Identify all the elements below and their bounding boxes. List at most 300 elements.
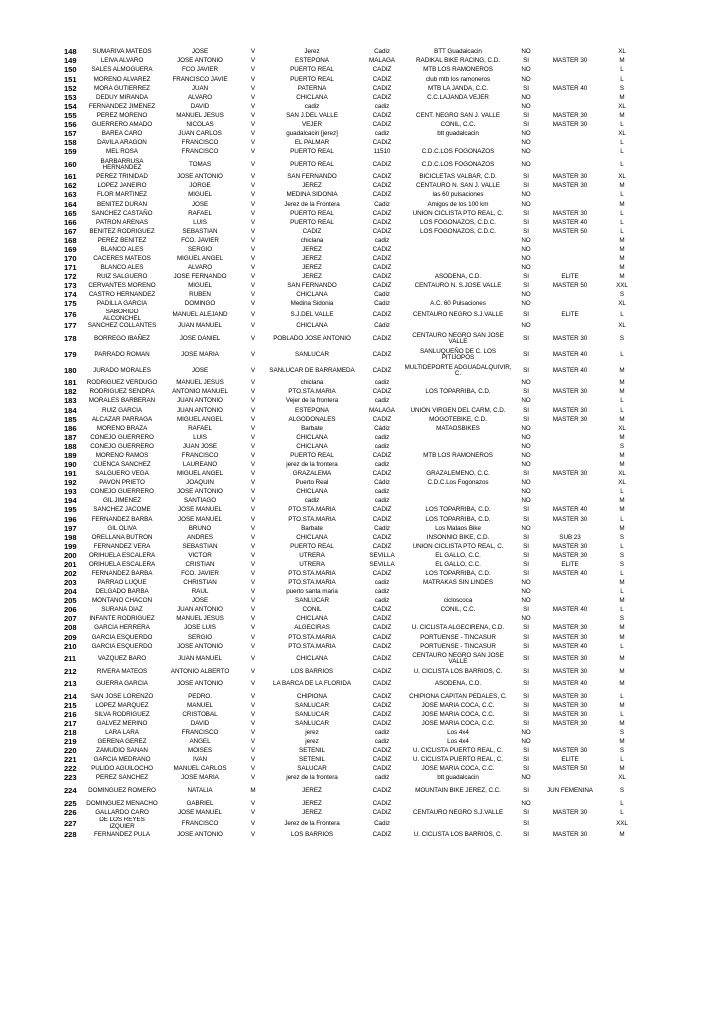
licensed-cell: SI — [523, 182, 529, 190]
town-cell: ESTEPONA — [295, 406, 329, 414]
category-cell — [540, 579, 600, 588]
size-cell: L — [620, 66, 624, 74]
table-row — [62, 515, 644, 524]
size-cell: S — [619, 729, 625, 737]
surname-cell: CONEJO GUERRERO — [90, 488, 154, 496]
gender-cell: V — [250, 551, 256, 559]
province-cell: CADIZ — [372, 254, 392, 262]
table-row — [62, 148, 644, 157]
town-cell: SETENIL — [299, 747, 325, 755]
category-cell: MASTER 30 — [552, 747, 588, 755]
gender-cell: V — [250, 819, 256, 827]
category-cell — [540, 443, 600, 452]
province-cell: CADIZ — [372, 75, 392, 83]
bib-number-cell: 150 — [64, 66, 77, 75]
town-cell: UTRERA — [299, 560, 325, 568]
licensed-cell: SI — [523, 218, 529, 226]
province-cell: CADIZ — [372, 506, 392, 514]
surname-cell: PATRON ARENAS — [96, 218, 148, 226]
bib-number-cell: 196 — [64, 515, 77, 524]
club-cell: LOS TOPARRIBA, C.D. — [425, 569, 491, 577]
club-cell: CONIL, C.C. — [440, 606, 476, 614]
bib-number-cell: 189 — [64, 451, 77, 460]
table-row — [62, 579, 644, 588]
first-name-cell: SERGIO — [187, 245, 213, 253]
club-cell — [404, 433, 512, 442]
category-cell — [540, 300, 600, 309]
province-cell: cadiz — [374, 433, 390, 441]
table-row — [62, 692, 644, 701]
size-cell: L — [620, 350, 624, 358]
category-cell — [540, 597, 600, 606]
licensed-cell: NO — [521, 479, 531, 487]
licensed-cell: NO — [521, 379, 531, 387]
licensed-cell: SI — [523, 57, 529, 65]
gender-cell: V — [250, 719, 256, 727]
table-row — [62, 642, 644, 651]
town-cell: SANLUCAR — [295, 701, 329, 709]
surname-cell: GARCIA ESQUERDO — [91, 642, 153, 650]
surname-cell: MORA GUTIERREZ — [94, 84, 150, 92]
licensed-cell: NO — [521, 254, 531, 262]
gender-cell: V — [250, 245, 256, 253]
town-cell: Medina Sidonia — [290, 300, 334, 308]
size-cell: M — [619, 273, 625, 281]
province-cell: cadiz — [374, 488, 390, 496]
club-cell — [404, 397, 512, 406]
province-cell: Cádiz — [374, 424, 390, 432]
size-cell: L — [620, 808, 624, 816]
size-cell: M — [619, 388, 625, 396]
size-cell: M — [619, 245, 625, 253]
province-cell: CADIZ — [372, 120, 392, 128]
licensed-cell: NO — [521, 48, 531, 56]
bib-number-cell: 154 — [64, 102, 77, 111]
bib-number-cell: 174 — [64, 290, 77, 300]
table-row — [62, 282, 644, 291]
gender-cell: V — [250, 738, 256, 746]
licensed-cell: SI — [523, 560, 529, 568]
gender-cell: V — [250, 451, 256, 459]
club-cell: MOGOTEBIKE, C.D. — [429, 415, 487, 423]
town-cell: JEREZ — [302, 245, 322, 253]
size-cell: M — [619, 633, 625, 641]
table-row — [62, 651, 644, 667]
table-row — [62, 246, 644, 255]
category-cell — [540, 200, 600, 209]
size-cell: XL — [618, 173, 626, 181]
province-cell: CADIZ — [372, 273, 392, 281]
category-cell: MASTER 40 — [552, 218, 588, 226]
surname-cell: RUIZ GARCIA — [101, 406, 143, 414]
gender-cell: V — [250, 747, 256, 755]
club-cell — [404, 246, 512, 255]
gender-cell: V — [250, 209, 256, 217]
size-cell: L — [620, 120, 624, 128]
gender-cell: M — [250, 787, 256, 794]
size-cell: L — [620, 191, 624, 199]
size-cell: L — [620, 515, 624, 523]
first-name-cell: JOSE — [191, 200, 209, 208]
gender-cell: V — [250, 93, 256, 101]
bib-number-cell: 187 — [64, 433, 77, 442]
category-cell: MASTER 30 — [552, 633, 588, 641]
table-row — [62, 102, 644, 111]
province-cell: 11510 — [373, 148, 391, 156]
town-cell: LA BARCA DE LA FLORIDA — [273, 680, 351, 688]
town-cell: SAN FERNANDO — [287, 173, 337, 181]
gender-cell: V — [250, 350, 256, 358]
surname-cell: GERENA GEREZ — [97, 738, 147, 746]
licensed-cell: SI — [523, 533, 529, 541]
licensed-cell: SI — [523, 120, 529, 128]
club-cell: U. CICLISTA PUERTO REAL, C. — [413, 747, 503, 755]
first-name-cell: SEBASTIAN — [182, 542, 218, 550]
surname-cell: SILVA RODRIGUEZ — [94, 710, 150, 718]
size-cell: L — [620, 588, 624, 596]
surname-cell: LARA LARA — [105, 729, 139, 737]
bib-number-cell: 178 — [64, 333, 77, 343]
licensed-cell: SI — [523, 515, 529, 523]
size-cell: M — [619, 680, 625, 688]
club-cell: INSONNIO BIKE, C.D. — [426, 533, 490, 541]
province-cell: CADIZ — [372, 515, 392, 523]
town-cell: PUERTO REAL — [290, 160, 334, 168]
licensed-cell: NO — [521, 597, 531, 605]
club-cell: U. CICLISTA PUERTO REAL, C. — [413, 756, 503, 764]
bib-number-cell: 157 — [64, 129, 77, 139]
club-cell: MTB LA JANDA, C.C. — [428, 84, 488, 92]
town-cell: JEREZ — [302, 182, 322, 190]
club-cell: LOS TOPARRIBA, C.D. — [425, 515, 491, 523]
club-cell: CENT. NEGRO SAN J. VALLE — [415, 111, 501, 119]
first-name-cell: DAVID — [190, 719, 210, 727]
bib-number-cell: 200 — [64, 551, 77, 560]
bib-number-cell: 175 — [64, 300, 77, 309]
bib-number-cell: 149 — [64, 57, 77, 66]
first-name-cell: JORGE — [189, 182, 211, 190]
category-cell: ELITE — [561, 560, 579, 568]
province-cell: CADIZ — [372, 710, 392, 718]
surname-cell: ZAMUDIO SANAN — [96, 747, 148, 755]
surname-cell: PAVON PRIETO — [99, 479, 145, 487]
bib-number-cell: 191 — [64, 469, 77, 479]
surname-cell: PARRADO ROMAN — [94, 350, 150, 358]
bib-number-cell: 184 — [64, 406, 77, 415]
bib-number-cell: 186 — [64, 424, 77, 433]
gender-cell: V — [250, 322, 256, 330]
licensed-cell: SI — [523, 667, 529, 675]
club-cell: BTT Guadalcacin — [434, 48, 482, 56]
first-name-cell: JOSE MANUEL — [178, 506, 222, 514]
table-row — [62, 397, 644, 406]
category-cell: MASTER 40 — [552, 350, 588, 358]
gender-cell: V — [250, 182, 256, 190]
surname-cell: PEREZ TRINIDAD — [96, 173, 148, 181]
category-cell — [540, 799, 600, 808]
category-cell: MASTER 30 — [552, 182, 588, 190]
size-cell: L — [620, 710, 624, 718]
surname-cell: CASTRO HERNANDEZ — [88, 291, 156, 299]
club-cell: PORTUENSE - TINCASUR — [420, 633, 496, 641]
category-cell: MASTER 30 — [552, 719, 588, 727]
surname-cell: GALLARDO CARO — [95, 808, 149, 816]
first-name-cell: MANUEL CARLOS — [173, 765, 227, 773]
category-cell — [540, 130, 600, 139]
first-name-cell: NATALIA — [187, 787, 213, 794]
bib-number-cell: 197 — [64, 524, 77, 533]
town-cell: ESTEPONA — [295, 57, 329, 65]
town-cell: CHICLANA — [296, 322, 328, 330]
town-cell: LOS BARRIOS — [290, 830, 334, 838]
licensed-cell: SI — [523, 282, 529, 290]
first-name-cell: RAUL — [191, 588, 209, 596]
licensed-cell: NO — [521, 497, 531, 505]
gender-cell: V — [250, 655, 256, 663]
size-cell: XL — [618, 424, 626, 432]
table-row — [62, 633, 644, 642]
first-name-cell: FRANCISCO JAVIE — [172, 75, 228, 83]
club-cell: btt guadalcacin — [437, 774, 479, 782]
category-cell — [540, 615, 600, 624]
gender-cell: V — [250, 710, 256, 718]
club-cell — [404, 255, 512, 264]
club-cell — [404, 497, 512, 506]
category-cell: MASTER 30 — [552, 57, 588, 65]
club-cell — [404, 139, 512, 148]
licensed-cell: SI — [523, 747, 529, 755]
table-row — [62, 702, 644, 711]
first-name-cell: MANUEL JESUS — [176, 379, 224, 387]
surname-cell: BLANCO ALES — [100, 264, 144, 272]
province-cell: CADIZ — [372, 606, 392, 614]
first-name-cell: FCO. JAVIER — [181, 236, 219, 244]
licensed-cell: SI — [523, 84, 529, 92]
category-cell: MASTER 30 — [552, 624, 588, 632]
licensed-cell: SI — [523, 227, 529, 235]
first-name-cell: SANTIAGO — [183, 497, 217, 505]
surname-cell: BORREGO IBAÑEZ — [94, 334, 150, 342]
province-cell: CADIZ — [372, 542, 392, 550]
province-cell: cadiz — [374, 236, 390, 244]
licensed-cell: SI — [523, 765, 529, 773]
club-cell: MOUNTAIN BIKE JEREZ, C.C. — [415, 787, 501, 794]
category-cell: MASTER 30 — [552, 415, 588, 423]
size-cell: S — [619, 84, 625, 92]
table-row — [62, 830, 644, 839]
category-cell — [540, 66, 600, 75]
province-cell: CADIZ — [372, 415, 392, 423]
licensed-cell: SI — [523, 830, 529, 838]
province-cell: Cadiz — [374, 300, 390, 308]
club-cell: EL GALLO, C.C. — [435, 560, 481, 568]
category-cell: SUB 23 — [559, 533, 581, 541]
club-cell — [404, 102, 512, 111]
province-cell: CADIZ — [372, 66, 392, 74]
table-row — [62, 542, 644, 551]
bib-number-cell: 181 — [64, 379, 77, 388]
licensed-cell: NO — [521, 93, 531, 101]
licensed-cell: NO — [521, 774, 531, 782]
category-cell — [540, 774, 600, 783]
size-cell: M — [619, 524, 625, 532]
province-cell: Cadiz — [374, 200, 390, 208]
licensed-cell: SI — [523, 680, 529, 688]
category-cell: MASTER 40 — [552, 84, 588, 92]
club-cell: MATRAKAS SIN LINDES — [423, 579, 493, 587]
town-cell: jerez — [305, 729, 319, 737]
size-cell: M — [619, 111, 625, 119]
table-body — [62, 48, 644, 839]
size-cell: S — [619, 747, 625, 755]
club-cell: C.D.C.LOS FOGONAZOS — [421, 148, 495, 156]
town-cell: SANLUCAR — [295, 719, 329, 727]
licensed-cell: SI — [523, 273, 529, 281]
surname-cell: SALES ALMOGUERA — [91, 66, 153, 74]
first-name-cell: RAFAEL — [188, 209, 212, 217]
club-cell: GRAZALEMEÑO, C.C. — [426, 470, 490, 478]
surname-cell: CONEJO GUERRERO — [90, 433, 154, 441]
size-cell: L — [620, 311, 624, 319]
bib-number-cell: 216 — [64, 710, 77, 719]
town-cell: guadalcacin [jerez] — [286, 130, 338, 138]
gender-cell: V — [250, 291, 256, 299]
town-cell: jerez — [305, 738, 319, 746]
province-cell: cadiz — [374, 102, 390, 110]
licensed-cell: NO — [521, 738, 531, 746]
gender-cell: V — [250, 506, 256, 514]
club-cell — [404, 488, 512, 497]
category-cell: MASTER 30 — [552, 406, 588, 414]
province-cell: CADIZ — [372, 218, 392, 226]
category-cell: ELITE — [561, 311, 579, 319]
table-row — [62, 200, 644, 209]
licensed-cell: NO — [521, 291, 531, 299]
surname-cell: CUENCA SANCHEZ — [93, 461, 151, 469]
club-cell: C.D.C.LOS FOGONAZOS — [421, 160, 495, 168]
gender-cell: V — [250, 334, 256, 342]
province-cell: Cadiz — [374, 524, 390, 532]
gender-cell: V — [250, 160, 256, 168]
bib-number-cell: 163 — [64, 191, 77, 200]
surname-cell: DEDUY MIRANDA — [95, 93, 149, 101]
table-row — [62, 264, 644, 273]
town-cell: GRAZALEMA — [292, 470, 332, 478]
category-cell: MASTER 40 — [552, 642, 588, 650]
surname-cell: SAN JOSE LORENZO — [90, 692, 154, 700]
surname-cell: RUIZ SALGUERO — [96, 273, 148, 281]
licensed-cell: SI — [523, 787, 529, 794]
category-cell — [540, 255, 600, 264]
size-cell: S — [619, 291, 625, 299]
table-row — [62, 470, 644, 479]
licensed-cell: SI — [523, 209, 529, 217]
category-cell: MASTER 30 — [552, 692, 588, 700]
club-cell: Amigos de los 100 km — [427, 200, 489, 208]
first-name-cell: JUAN ANTONIO — [177, 397, 223, 405]
category-cell — [540, 588, 600, 597]
town-cell: Puerto Real — [295, 479, 329, 487]
size-cell: L — [620, 139, 624, 147]
licensed-cell: SI — [523, 173, 529, 181]
size-cell: L — [620, 218, 624, 226]
category-cell — [540, 322, 600, 331]
club-cell: CENTAURO NEGRO S.J.VALLE — [412, 311, 504, 319]
bib-number-cell: 156 — [64, 120, 77, 129]
club-cell: LOS FOGONAZOS, C.D.C. — [420, 227, 496, 235]
surname-cell: CACERES MATEOS — [93, 254, 151, 262]
club-cell: ASODENA, C.D. — [434, 273, 482, 281]
town-cell: VEJER — [301, 120, 323, 128]
licensed-cell: NO — [521, 729, 531, 737]
gender-cell: V — [250, 66, 256, 74]
surname-cell: MORENO ALVAREZ — [93, 75, 151, 83]
table-row — [62, 506, 644, 515]
table-row — [62, 191, 644, 200]
licensed-cell: SI — [523, 406, 529, 414]
club-cell: C.D.C.Los Fogonazos — [427, 479, 489, 487]
province-cell: CADIZ — [372, 830, 392, 838]
gender-cell: V — [250, 102, 256, 110]
gender-cell: V — [250, 379, 256, 387]
province-cell: CADIZ — [372, 282, 392, 290]
category-cell: MASTER 30 — [552, 173, 588, 181]
town-cell: MEDINA SIDONIA — [286, 191, 338, 199]
licensed-cell: NO — [521, 102, 531, 110]
province-cell: CADIZ — [372, 84, 392, 92]
bib-number-cell: 210 — [64, 642, 77, 651]
table-row — [62, 533, 644, 542]
size-cell: XL — [618, 48, 626, 56]
table-row — [62, 406, 644, 415]
table-row — [62, 300, 644, 309]
bib-number-cell: 176 — [64, 310, 77, 320]
size-cell: M — [619, 701, 625, 709]
province-cell: CADIZ — [372, 569, 392, 577]
table-row — [62, 331, 644, 347]
surname-cell: ORIHUELA ESCALERA — [88, 551, 156, 559]
gender-cell: V — [250, 442, 256, 450]
first-name-cell: JUAN ANTONIO — [177, 606, 223, 614]
club-cell: Los 4x4 — [447, 729, 469, 737]
province-cell: CADIZ — [372, 692, 392, 700]
first-name-cell: CRISTIAN — [185, 560, 215, 568]
licensed-cell: NO — [521, 200, 531, 208]
bib-number-cell: 217 — [64, 719, 77, 728]
size-cell: XL — [618, 300, 626, 308]
category-cell — [540, 379, 600, 388]
surname-cell: BLANCO ALES — [100, 245, 144, 253]
size-cell: M — [619, 655, 625, 663]
licensed-cell: SI — [523, 415, 529, 423]
gender-cell: V — [250, 680, 256, 688]
town-cell: puerto santa maria — [286, 588, 338, 596]
surname-cell: LOPEZ JANEIRO — [97, 182, 147, 190]
gender-cell: V — [250, 300, 256, 308]
town-cell: PATERNA — [297, 84, 327, 92]
province-cell: CADIZ — [372, 747, 392, 755]
surname-cell: FERNANDEZ PULA — [94, 830, 150, 838]
town-cell: chiclana — [300, 236, 324, 244]
licensed-cell: NO — [521, 451, 531, 459]
club-cell: CENTAURO NEGRO SAN JOSE VALLE — [412, 331, 504, 345]
licensed-cell: SI — [523, 624, 529, 632]
gender-cell: V — [250, 84, 256, 92]
category-cell: ELITE — [561, 273, 579, 281]
surname-cell: RODRIGUEZ VERDUGO — [86, 379, 158, 387]
town-cell: CHICLANA — [296, 533, 328, 541]
licensed-cell: SI — [523, 642, 529, 650]
